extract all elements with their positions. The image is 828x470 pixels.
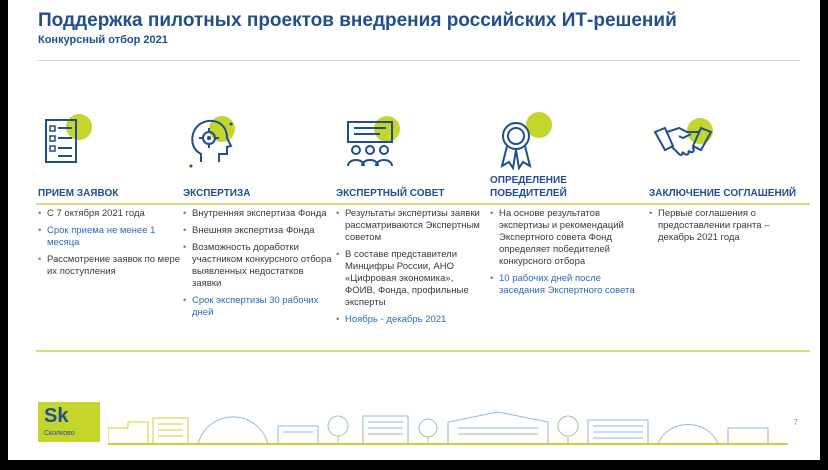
list-item: • Срок приема не менее 1 месяца [38, 225, 188, 249]
list-item: • Внутренняя экспертиза Фонда [183, 208, 333, 220]
award-medal-icon [494, 116, 544, 174]
head-gear-icon [187, 116, 237, 172]
list-item: • Первые соглашения о предоставлении гранта – декабрь 2021 года [649, 208, 799, 244]
items-top-divider [36, 203, 810, 205]
step-title: ЗАКЛЮЧЕНИЕ СОГЛАШЕНИЙ [649, 188, 797, 199]
city-skyline-icon [108, 398, 788, 446]
items-bottom-divider [36, 350, 810, 352]
award-medal-icon-wrap [490, 110, 640, 172]
list-item: • Результаты экспертизы заявки рассматриваются Экспертным советом [336, 208, 486, 244]
step-column-winners [490, 110, 640, 200]
list-item: • Возможность доработки участником конкурсного отбора выявленных недостатков заявки [183, 242, 333, 290]
expert-council-icon [340, 116, 404, 172]
step-column-council [336, 110, 486, 200]
list-item: • Срок экспертизы 30 рабочих дней [183, 295, 333, 319]
list-item: • 10 рабочих дней после заседания Экспертного совета [490, 273, 640, 297]
list-item: • С 7 октября 2021 года [38, 208, 188, 220]
list-item: • Рассмотрение заявок по мере их поступления [38, 254, 188, 278]
slide-title: Поддержка пилотных проектов внедрения российских ИТ-решений [38, 10, 677, 31]
skolkovo-logo-icon [38, 402, 100, 442]
list-item: • Ноябрь - декабрь 2021 [336, 314, 486, 326]
head-gear-icon-wrap [183, 110, 333, 172]
checklist-icon [42, 116, 86, 168]
expert-council-icon-wrap [336, 110, 486, 172]
title-divider [36, 60, 800, 61]
logo-name: Сколково [44, 430, 75, 437]
step-title: ОПРЕДЕЛЕНИЕ ПОБЕДИТЕЛЕЙ [490, 175, 567, 199]
presentation-slide [8, 0, 820, 460]
logo-mark: Sk [44, 405, 69, 427]
step-items-list [183, 208, 333, 324]
handshake-icon [653, 116, 713, 166]
list-item: • Внешняя экспертиза Фонда [183, 225, 333, 237]
step-column-agreements [649, 110, 799, 200]
checklist-icon-wrap [38, 110, 188, 172]
step-items-list [649, 208, 799, 249]
step-title: ПРИЕМ ЗАЯВОК [38, 188, 119, 199]
step-items-list [490, 208, 640, 302]
step-column-expertise [183, 110, 333, 200]
list-item: • В составе представители Минцифры России, АНО «Цифровая экономика», ФОИВ, Фонда, профильные эксперты [336, 249, 486, 309]
step-items-list [38, 208, 188, 283]
step-items-list [336, 208, 486, 331]
handshake-icon-wrap [649, 110, 799, 172]
slide-subtitle: Конкурсный отбор 2021 [38, 34, 168, 46]
step-title: ЭКСПЕРТИЗА [183, 188, 251, 199]
step-column-applications [38, 110, 188, 200]
page-number: 7 [793, 418, 798, 427]
list-item: • На основе результатов экспертизы и рекомендаций Экспертного совета Фонд определяет победителей конкурсного отбора [490, 208, 640, 268]
step-title: ЭКСПЕРТНЫЙ СОВЕТ [336, 188, 445, 199]
